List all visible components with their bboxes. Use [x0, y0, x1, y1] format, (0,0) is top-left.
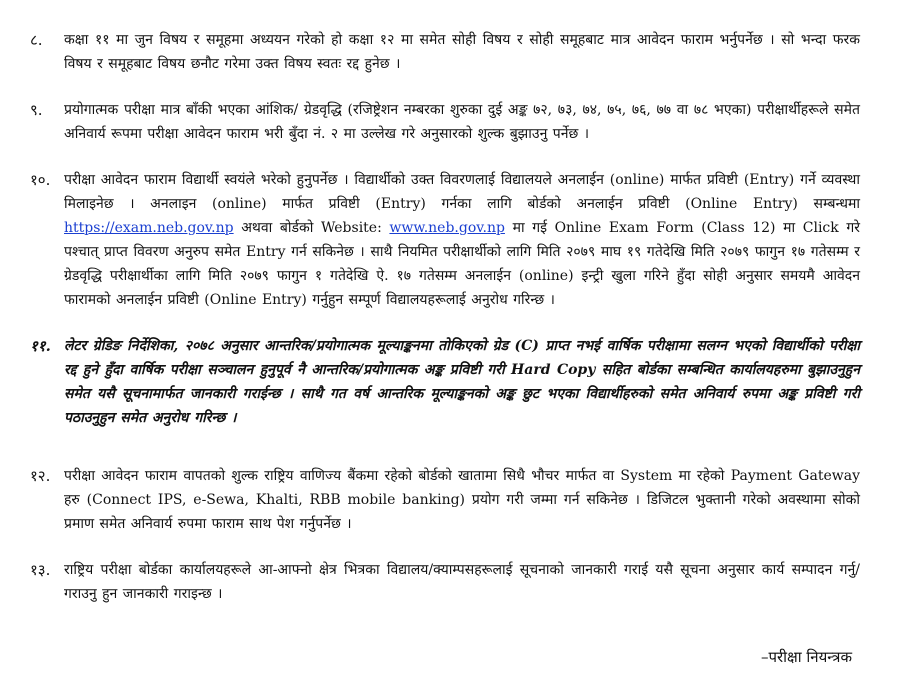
- notice-item-9: [30, 98, 860, 146]
- item-text: कक्षा ११ मा जुन विषय र समूहमा अध्ययन गरेको हो कक्षा १२ मा समेत सोही विषय र सोही समूहबाट मात्र आवेदन फाराम भर्नुपर्नेछ । सो भन्दा फरक विषय र समूहबाट विषय छनौट गरेमा उक्त विषय स्वतः रद्द हुनेछ ।: [64, 32, 860, 72]
- item-text: राष्ट्रिय परीक्षा बोर्डका कार्यालयहरूले आ-आफ्नो क्षेत्र भित्रका विद्यालय/क्याम्पसहरूलाई सूचनाको जानकारी गराई यसै सूचना अनुसार कार्य सम्पादन गर्नु/गराउनु हुन जानकारी गराइन्छ ।: [64, 562, 860, 602]
- board-website-link[interactable]: www.neb.gov.np: [389, 220, 505, 236]
- notice-item-11: [30, 334, 860, 430]
- item-text-part: मा गई Online Exam Form (Class 12) मा Click गरे पश्चात् प्राप्त विवरण अनुरुप समेत Entry गर्न सकिनेछ । साथै नियमित परीक्षार्थीको लागि मिति २०७९ माघ १९ गतेदेखि मिति २०७९ फागुन १७ गतेसम्म र ग्रेडवृद्धि परीक्षार्थीका लागि मिति २०७९ फागुन १ गतेदेखि ऐ. १७ गतेसम्म अनलाईन (online) इन्ट्री खुला गरिने हुँदा सोही अनुसार समयमै आवेदन फारामको अनलाईन प्रविष्टी (Online Entry) गर्नुहुन सम्पूर्ण विद्यालयहरूलाई अनुरोध गरिन्छ ।: [64, 220, 860, 308]
- exam-portal-link[interactable]: https://exam.neb.gov.np: [64, 220, 234, 236]
- item-text: परीक्षा आवेदन फाराम वापतको शुल्क राष्ट्रिय वाणिज्य बैंकमा रहेको बोर्डको खातामा सिधै भौचर मार्फत वा System मा रहेको Payment Gateway हरु (Connect IPS, e-Sewa, Khalti, RBB mobile banking) प्रयोग गरी जम्मा गर्न सकिनेछ । डिजिटल भुक्तानी गरेको अवस्थामा सोको प्रमाण समेत अनिवार्य रुपमा फाराम साथ पेश गर्नुपर्नेछ ।: [64, 468, 860, 532]
- item-number: ११.: [30, 337, 51, 355]
- item-number: ९.: [30, 101, 43, 119]
- notice-item-8: [30, 28, 860, 76]
- notice-item-10: [30, 168, 860, 312]
- item-number: १२.: [30, 467, 51, 485]
- item-text-part: परीक्षा आवेदन फाराम विद्यार्थी स्वयंले भरेको हुनुपर्नेछ । विद्यार्थीको उक्त विवरणलाई विद्यालयले अनलाईन (online) मार्फत प्रविष्टी (Entry) गर्ने व्यवस्था मिलाइनेछ । अनलाइन (online) मार्फत प्रविष्टी (Entry) गर्नका लागि बोर्डको अनलाईन प्रविष्टी (Online Entry) सम्बन्धमा: [64, 172, 860, 212]
- notice-item-13: [30, 558, 860, 606]
- signature-exam-controller: –परीक्षा नियन्त्रक: [760, 648, 852, 666]
- item-text-with-links: [64, 168, 860, 312]
- item-text: प्रयोगात्मक परीक्षा मात्र बाँकी भएका आंशिक/ ग्रेडवृद्धि (रजिष्ट्रेशन नम्बरका शुरुका दुई अङ्क ७२, ७३, ७४, ७५, ७६, ७७ वा ७८ भएका) परीक्षार्थीहरूले समेत अनिवार्य रूपमा परीक्षा आवेदन फाराम भरी बुँदा नं. २ मा उल्लेख गरे अनुसारको शुल्क बुझाउनु पर्नेछ ।: [64, 102, 860, 142]
- item-number: १०.: [30, 171, 51, 189]
- item-text-part: अथवा बोर्डको Website:: [233, 220, 390, 236]
- notice-item-12: [30, 464, 860, 536]
- item-text: लेटर ग्रेडिङ निर्देशिका, २०७८ अनुसार आन्तरिक/प्रयोगात्मक मूल्याङ्कनमा तोकिएको ग्रेड (C) प्राप्त नभई वार्षिक परीक्षामा सलग्न भएको विद्यार्थीको परीक्षा रद्द हुने हुँदा वार्षिक परीक्षा सञ्चालन हुनुपूर्व नै आन्तरिक/प्रयोगात्मक अङ्क प्रविष्टी गरी Hard Copy सहित बोर्डका सम्बन्धित कार्यालयहरुमा बुझाउनुहुन समेत यसै सूचनामार्फत जानकारी गराईन्छ । साथै गत वर्ष आन्तरिक मूल्याङ्कनको अङ्क छुट भएका विद्यार्थीहरुको समेत अनिवार्य रुपमा अङ्क प्रविष्टी गरी पठाउनुहुन समेत अनुरोध गरिन्छ ।: [64, 338, 860, 426]
- item-number: १३.: [30, 561, 51, 579]
- item-number: ८.: [30, 31, 43, 49]
